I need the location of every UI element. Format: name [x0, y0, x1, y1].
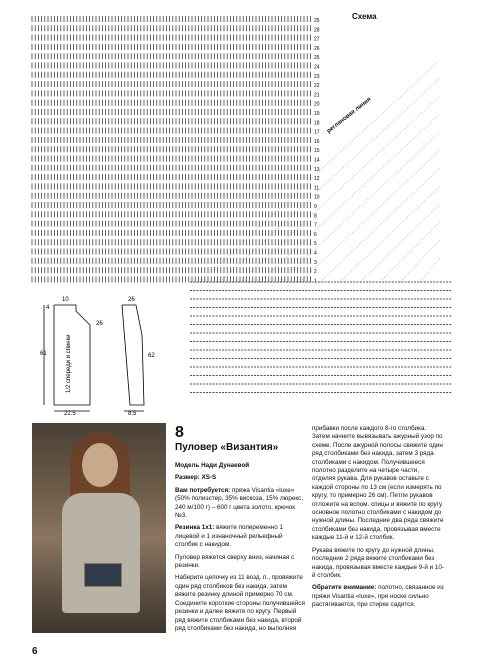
intro-paragraph: Пуловер вяжется сверху вниз, начиная с резинки. [175, 553, 295, 570]
chart-row [32, 193, 310, 199]
row-number: 27 [314, 36, 320, 43]
attention-paragraph [312, 584, 444, 609]
model-photo [32, 423, 166, 633]
chart-row [32, 72, 310, 78]
photo-sweater [62, 493, 140, 613]
row-number: 18 [314, 120, 320, 127]
chart-row [32, 81, 310, 87]
dim-22-5: 22,5 [64, 411, 76, 415]
chart-row [32, 90, 310, 96]
chart-row [32, 221, 310, 227]
row-number: 24 [314, 64, 320, 71]
row-number: 11 [314, 185, 320, 192]
chart-row [32, 183, 310, 189]
chart-row [32, 249, 310, 255]
pattern-title: Пуловер «Византия» [175, 442, 279, 453]
raglan-line [420, 258, 440, 282]
raglan-line [380, 222, 440, 282]
materials-label: Вам потребуется: [175, 486, 231, 494]
chart-row [32, 137, 310, 143]
row-number: 2 [314, 269, 317, 276]
model-author: Модель Нади Дунаевой [175, 462, 250, 469]
dim-8-5: 8,5 [128, 411, 137, 415]
row-number: 28 [314, 27, 320, 34]
chart-row [32, 202, 310, 208]
dim-61: 61 [40, 351, 47, 357]
row-number: 8 [314, 213, 317, 220]
dim-62: 62 [148, 353, 155, 359]
raglan-line [400, 240, 440, 282]
chart-row [32, 239, 310, 245]
materials-paragraph [175, 487, 305, 521]
row-number: 22 [314, 83, 320, 90]
row-number: 4 [314, 250, 317, 257]
raglan-line [340, 186, 440, 282]
chart-row [32, 156, 310, 162]
photo-bag [84, 563, 122, 587]
chart-row [32, 16, 310, 22]
chart-row [32, 53, 310, 59]
row-number: 17 [314, 129, 320, 136]
raglan-line [320, 168, 440, 282]
rib-label: Резинка 1х1: [175, 524, 215, 532]
sleeve-schematic [122, 305, 144, 411]
row-number: 9 [314, 204, 317, 210]
materials-text: пряжа Visantia «luxe» (50% полиэстер, 35% вискоза, 15% люрекс, 240 м/100 г) – 600 г цвета золото, крючок №3. [175, 486, 304, 520]
raglan-line [260, 114, 440, 285]
chart-row [32, 174, 310, 180]
page-number: 6 [32, 646, 38, 657]
row-number: 1 [314, 278, 317, 285]
row-number: 25 [314, 55, 320, 62]
chart-row [32, 25, 310, 31]
instructions-column-1 [175, 462, 305, 637]
chart-row [32, 146, 310, 152]
chart-row [32, 128, 310, 134]
raglan-line [360, 204, 440, 282]
row-number: 25 [314, 18, 320, 24]
paragraph-2: прибавки после каждого 8-го столбика. Затем начните вывязывать ажурный узор по схеме. После ажурной полосы свяжите один ряд столбиками без накида, затем 3 ряда столбиками с накидом. Получившееся полотно разделите на четыре части, отделяя рукава. Для рукавов оставьте с каждой стороны по 13 см (если измерять по кругу, то примерно 26 см). Петли рукавов отложите на вспом. спицы и вяжите по кругу основное полотно столбиками с накидом до нужной длины. Последние два ряда свяжите столбиками без накида, провязывая вместе каждые 11-й и 12-й столбик. [312, 425, 444, 542]
row-number: 15 [314, 148, 320, 155]
dim-half-front: 1/2 спереди и спинки [66, 334, 72, 393]
chart-row [32, 230, 310, 236]
chart-row [32, 258, 310, 264]
rib-paragraph [175, 524, 305, 549]
chart-row [32, 44, 310, 50]
row-number: 3 [314, 259, 317, 266]
row-number: 20 [314, 101, 320, 108]
instructions-column-2 [312, 425, 444, 614]
paragraph-1: Наберите цепочку из 11 возд. п., провяжите один ряд столбиков без накида, затем вяжите резинку длиной примерно 70 см. Соедините короткие стороны получившейся резинки и далее вяжите по кругу. Первый ряд вяжите столбиками без накида, второй ряд столбиками без накида, но выполняя [175, 574, 305, 632]
dim-10: 10 [62, 297, 69, 303]
chart-row [32, 118, 310, 124]
row-number: 26 [314, 45, 320, 52]
row-number: 21 [314, 92, 320, 99]
row-number: 19 [314, 111, 320, 117]
row-number: 12 [314, 176, 320, 183]
row-number: 16 [314, 138, 320, 145]
scheme-title: Схема [352, 12, 377, 21]
attention-label: Обратите внимание: [312, 584, 377, 592]
dim-4: 4 [46, 305, 50, 311]
row-number: 14 [314, 157, 320, 164]
chart-row [32, 35, 310, 41]
garment-schematics [40, 295, 170, 415]
chart-row [32, 276, 310, 282]
chart-row [32, 165, 310, 171]
photo-face [82, 443, 118, 487]
row-number: 23 [314, 73, 320, 80]
dim-sleeve-26: 26 [128, 297, 135, 303]
row-number: 6 [314, 231, 317, 238]
rib-text: вяжите попеременно 1 лицевой и 1 изнаночный рельефный столбик с накидом. [175, 524, 283, 549]
pattern-number: 8 [175, 424, 184, 441]
size-line: Размер: XS-S [175, 474, 217, 482]
attention-text: полотно, связанное из пряжи Visantia «luxe», при носке сильно растягивается, при стирке садится. [312, 584, 444, 609]
row-number: 5 [314, 241, 317, 248]
chart-row [32, 109, 310, 115]
row-number: 13 [314, 166, 320, 173]
chart-row [32, 211, 310, 217]
raglan-line-label: реглановая линия [326, 96, 373, 135]
chart-row [32, 267, 310, 273]
chart-row [32, 100, 310, 106]
row-number: 10 [314, 194, 320, 201]
dim-26: 26 [96, 321, 103, 327]
row-number: 7 [314, 222, 317, 229]
chart-row [32, 63, 310, 69]
raglan-line [200, 60, 440, 285]
paragraph-3: Рукава вяжите по кругу до нужной длины, последние 2 ряда вяжите столбиками без накида, провязывая вместе каждые 9-й и 10-й столбик. [312, 546, 444, 579]
